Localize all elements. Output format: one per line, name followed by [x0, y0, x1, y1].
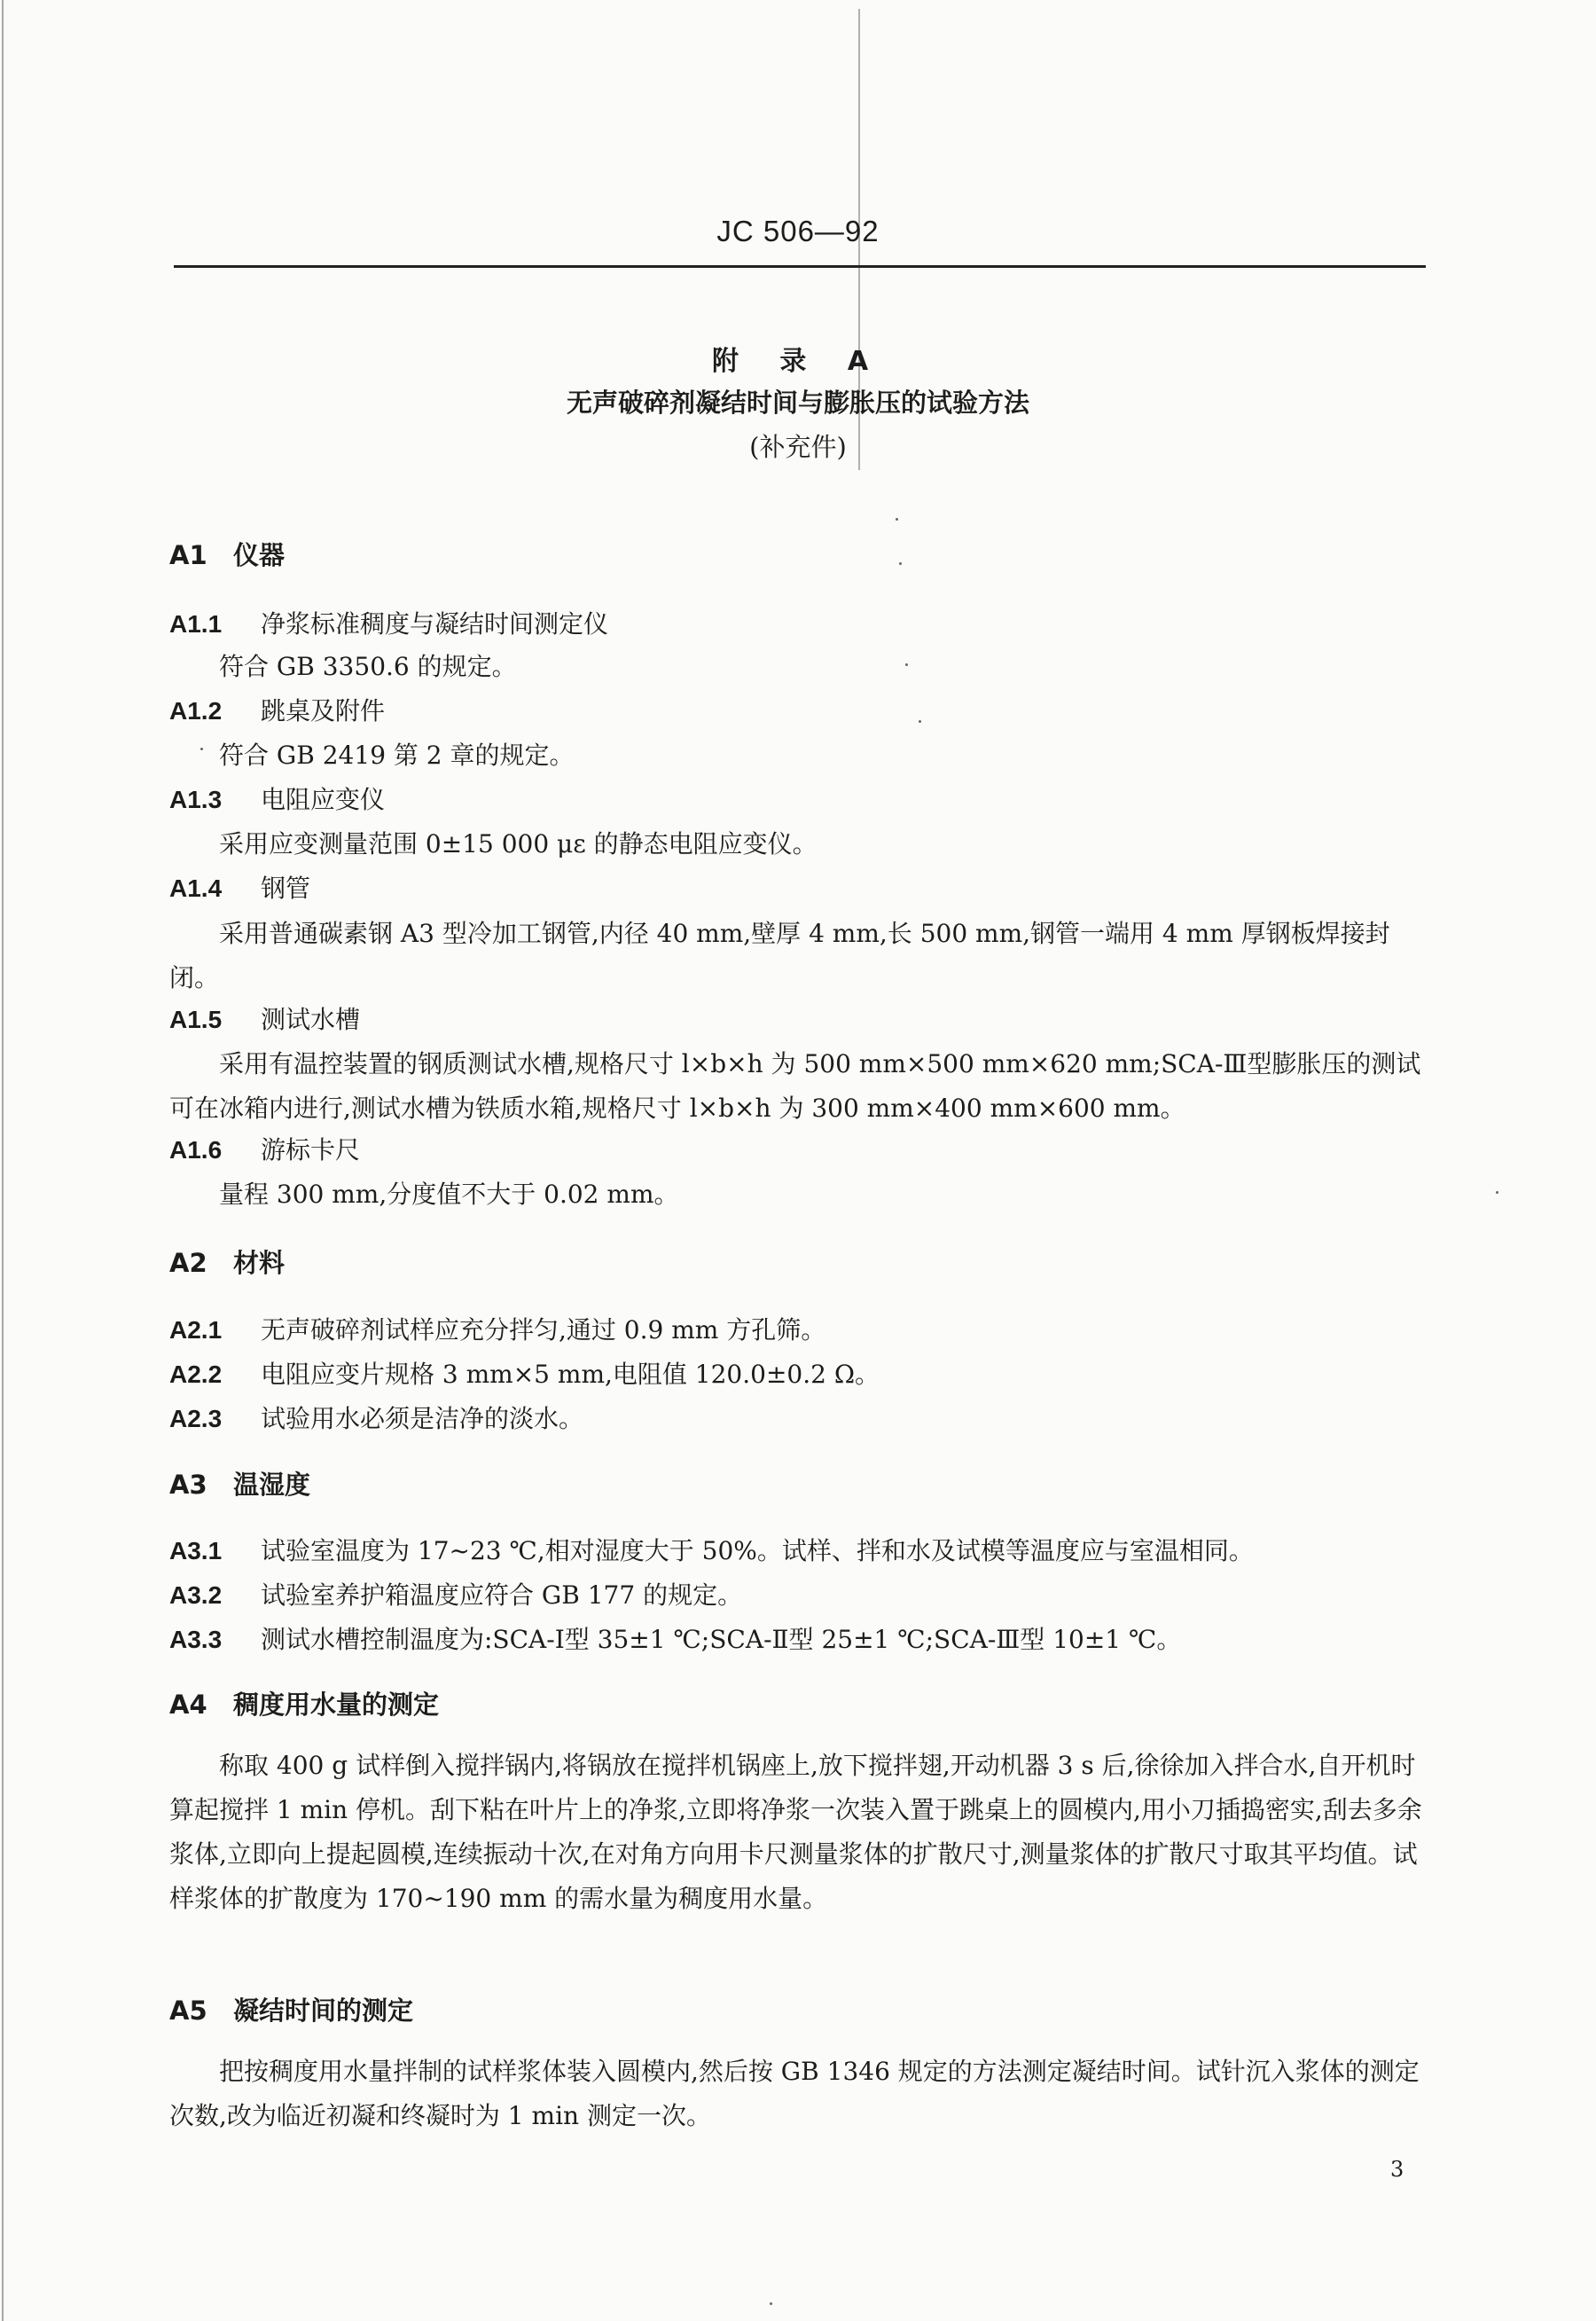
clause-text: 试验室养护箱温度应符合 GB 177 的规定。 [261, 1580, 743, 1610]
section-number: A2 [169, 1248, 207, 1278]
clause-text: 试验室温度为 17~23 ℃,相对湿度大于 50%。试样、拌和水及试模等温度应与室温相同。 [261, 1536, 1254, 1565]
section-number: A1 [169, 540, 207, 570]
clause-text: 试验用水必须是洁净的淡水。 [261, 1404, 584, 1433]
clause-number: A1.4 [169, 874, 223, 902]
appendix-title: 无声破碎剂凝结时间与膨胀压的试验方法 [566, 388, 1029, 418]
clause-title: 净浆标准稠度与凝结时间测定仪 [261, 609, 609, 639]
header-rule [174, 265, 1426, 268]
section-title: 材料 [233, 1248, 286, 1278]
standard-code: JC 506—92 [716, 215, 880, 247]
clause-number: A2.1 [169, 1316, 223, 1344]
section-heading [169, 1465, 310, 1502]
clause-heading [169, 605, 608, 640]
clause-number: A1.6 [169, 1136, 223, 1164]
clause-number: A3.3 [169, 1626, 223, 1653]
clause [169, 1532, 1254, 1567]
page-number: 3 [1390, 2157, 1404, 2182]
scan-speck [896, 518, 898, 521]
clause-number: A3.1 [169, 1537, 223, 1564]
clause-number: A1.2 [169, 697, 223, 725]
clause [169, 1576, 742, 1611]
section-heading [169, 1243, 285, 1280]
clause-body: 符合 GB 3350.6 的规定。 [219, 652, 517, 681]
clause-number: A2.3 [169, 1405, 223, 1432]
clause-title: 钢管 [261, 874, 311, 903]
section-heading [169, 1991, 413, 2027]
clause-body: 采用有温控装置的钢质测试水槽,规格尺寸 l×b×h 为 500 mm×500 mm×620 mm;SCA-Ⅲ型膨胀压的测试可在冰箱内进行,测试水槽为铁质水箱,规格尺寸 l×b×h 为 300 mm×400 mm×600 mm。 [169, 1049, 1421, 1123]
section-number: A5 [169, 1996, 207, 2026]
clause-number: A1.3 [169, 786, 223, 813]
scan-speck [1496, 1191, 1498, 1194]
clause-number: A1.1 [169, 610, 223, 638]
scan-speck [905, 663, 908, 666]
section-title: 温湿度 [233, 1470, 311, 1500]
scan-speck [899, 562, 902, 565]
section-number: A3 [169, 1470, 207, 1500]
clause-number: A1.5 [169, 1006, 223, 1033]
scan-speck [200, 748, 203, 750]
clause-number: A3.2 [169, 1581, 223, 1609]
clause-body: 量程 300 mm,分度值不大于 0.02 mm。 [219, 1180, 679, 1209]
section-title: 稠度用水量的测定 [233, 1690, 440, 1720]
clause-number: A2.2 [169, 1360, 223, 1388]
clause-title: 电阻应变仪 [261, 785, 386, 814]
clause-body: 符合 GB 2419 第 2 章的规定。 [219, 741, 575, 770]
section-title: 凝结时间的测定 [233, 1996, 414, 2026]
clause-heading [169, 692, 385, 727]
clause [169, 1311, 825, 1346]
clause-body: 采用普通碳素钢 A3 型冷加工钢管,内径 40 mm,壁厚 4 mm,长 500 mm,钢管一端用 4 mm 厚钢板焊接封闭。 [169, 919, 1390, 992]
clause-text: 电阻应变片规格 3 mm×5 mm,电阻值 120.0±0.2 Ω。 [261, 1360, 880, 1389]
section-body: 称取 400 g 试样倒入搅拌锅内,将锅放在搅拌机锅座上,放下搅拌翅,开动机器 3 s 后,徐徐加入拌合水,自开机时算起搅拌 1 min 停机。刮下粘在叶片上的净浆,立即将净浆一次装入置于跳桌上的圆模内,用小刀插捣密实,刮去多余浆体,立即向上提起圆模,连续振动十次,在对角方向用卡尺测量浆体的扩散尺寸,测量浆体的扩散尺寸取其平均值。试样浆体的扩散度为 170~190 mm 的需水量为稠度用水量。 [169, 1751, 1422, 1913]
clause [169, 1620, 1181, 1656]
clause-text: 无声破碎剂试样应充分拌匀,通过 0.9 mm 方孔筛。 [261, 1315, 826, 1345]
clause [169, 1355, 880, 1391]
clause-text: 测试水槽控制温度为:SCA-Ⅰ型 35±1 ℃;SCA-Ⅱ型 25±1 ℃;SCA-Ⅲ型 10±1 ℃。 [261, 1625, 1182, 1654]
section-heading [169, 536, 285, 572]
clause [169, 1400, 583, 1435]
section-body: 把按稠度用水量拌制的试样浆体装入圆模内,然后按 GB 1346 规定的方法测定凝结时间。试针沉入浆体的测定次数,改为临近初凝和终凝时为 1 min 测定一次。 [169, 2057, 1420, 2130]
section-title: 仪器 [233, 540, 286, 570]
clause-heading [169, 869, 310, 905]
clause-title: 跳桌及附件 [261, 696, 386, 725]
scan-speck [919, 720, 921, 723]
section-heading [169, 1685, 439, 1721]
clause-body: 采用应变测量范围 0±15 000 με 的静态电阻应变仪。 [219, 829, 818, 859]
section-number: A4 [169, 1690, 207, 1720]
appendix-note: (补充件) [749, 432, 847, 462]
clause-title: 测试水槽 [261, 1005, 361, 1034]
scan-speck [770, 2302, 772, 2305]
clause-heading [169, 1000, 360, 1036]
clause-heading [169, 780, 385, 816]
clause-heading [169, 1131, 360, 1166]
clause-title: 游标卡尺 [261, 1135, 361, 1164]
appendix-label: 附 录 A [711, 346, 885, 377]
